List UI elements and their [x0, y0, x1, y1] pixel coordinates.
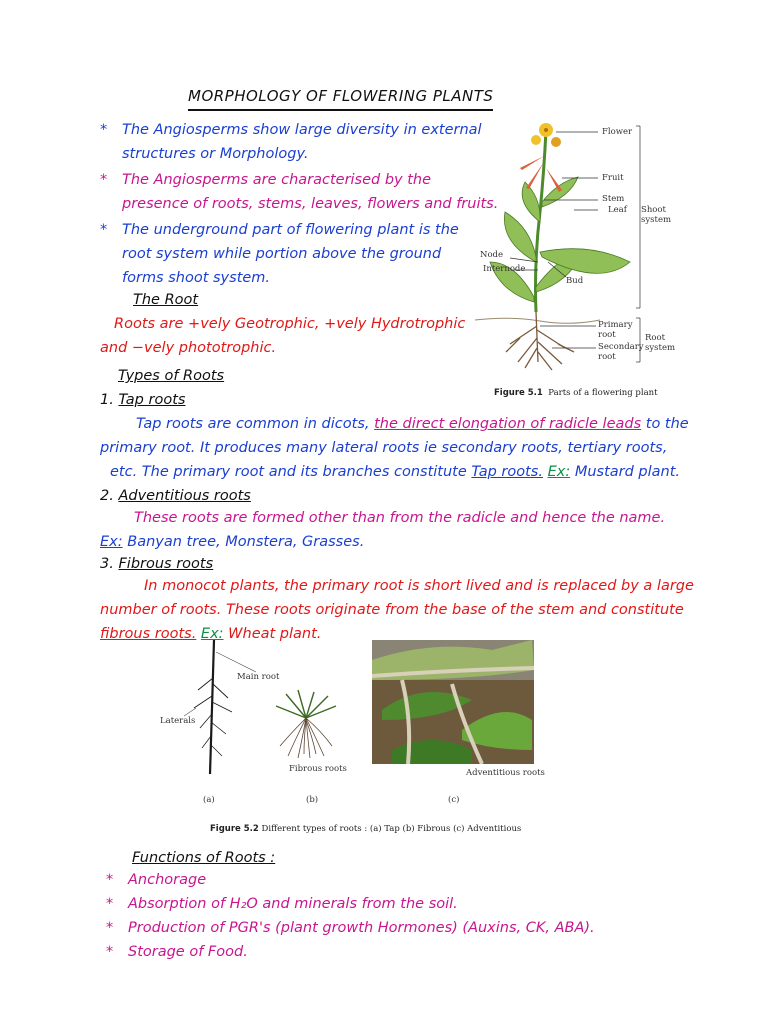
label-flower: Flower [602, 127, 633, 137]
function-item: * Anchorage [106, 872, 207, 888]
soil-line [475, 318, 600, 323]
intro-paragraph-2: * The Angiosperms are characterised by the presence of roots, stems, leaves, flowers and fruits. [100, 168, 460, 216]
label-laterals: Laterals [160, 716, 196, 726]
tap-root-illustration [180, 638, 260, 778]
figure-1-caption: Figure 5.1 Parts of a flowering plant [494, 388, 658, 398]
label-b: (b) [306, 795, 319, 805]
root-text: Roots are +vely Geotrophic, +vely Hydrotrophic and −vely phototrophic. [100, 316, 466, 356]
function-item: * Storage of Food. [106, 944, 248, 960]
intro-paragraph-3: * The underground part of flowering plant is the root system while portion above the ground forms shoot system. [100, 218, 460, 290]
label-primary-root: Primary root [598, 320, 633, 340]
bullet-star: * [100, 222, 108, 238]
label-root-system: Root system [645, 333, 676, 353]
page-title: MORPHOLOGY OF FLOWERING PLANTS [188, 84, 493, 111]
label-leaf: Leaf [608, 205, 627, 215]
label-fruit: Fruit [602, 173, 624, 183]
tap-roots-text: Tap roots are common in dicots, the direct elongation of radicle leads to the primary root. It produces many lateral roots ie secondary roots, tertiary roots, etc. The primary root and its branches constitute Tap roots. Ex: Mustard plant. [100, 416, 689, 480]
function-item: * Production of PGR's (plant growth Hormones) (Auxins, CK, ABA). [106, 920, 595, 936]
label-stem: Stem [602, 194, 625, 204]
bullet-star: * [100, 172, 108, 188]
fibrous-roots-text: In monocot plants, the primary root is short lived and is replaced by a large number of roots. These roots originate from the base of the stem and constitute fibrous roots. Ex: Wheat plant. [100, 578, 694, 642]
adventitious-root-photo [372, 640, 534, 764]
fibrous-roots-heading: 3. Fibrous roots [100, 556, 214, 572]
adventitious-roots-heading: 2. Adventitious roots [100, 488, 251, 504]
label-secondary-root: Secondary root [598, 342, 644, 362]
label-c: (c) [448, 795, 460, 805]
fibrous-root-photo [266, 688, 346, 760]
root-heading: The Root [133, 292, 199, 308]
intro-paragraph-1: * The Angiosperms show large diversity in external structures or Morphology. [100, 118, 460, 166]
label-a: (a) [203, 795, 215, 805]
label-adventitious-roots: Adventitious roots [466, 768, 545, 778]
function-item: * Absorption of H₂O and minerals from the soil. [106, 896, 458, 912]
bullet-star: * [100, 122, 108, 138]
label-shoot-system: Shoot system [641, 205, 672, 225]
label-main-root: Main root [237, 672, 280, 682]
tap-roots-heading: 1. Tap roots [100, 392, 186, 408]
label-bud: Bud [566, 276, 584, 286]
figure-2-caption: Figure 5.2 Different types of roots : (a) Tap (b) Fibrous (c) Adventitious [210, 824, 522, 834]
label-internode: Internode [483, 264, 526, 274]
functions-heading: Functions of Roots : [132, 850, 276, 866]
types-heading: Types of Roots [118, 368, 225, 384]
label-fibrous-roots: Fibrous roots [289, 764, 347, 774]
adventitious-roots-text: These roots are formed other than from the radicle and hence the name. Ex: Banyan tree, Monstera, Grasses. [100, 510, 666, 550]
tap-root-drawing [194, 640, 232, 774]
label-node: Node [480, 250, 504, 260]
functions-list [106, 868, 595, 964]
